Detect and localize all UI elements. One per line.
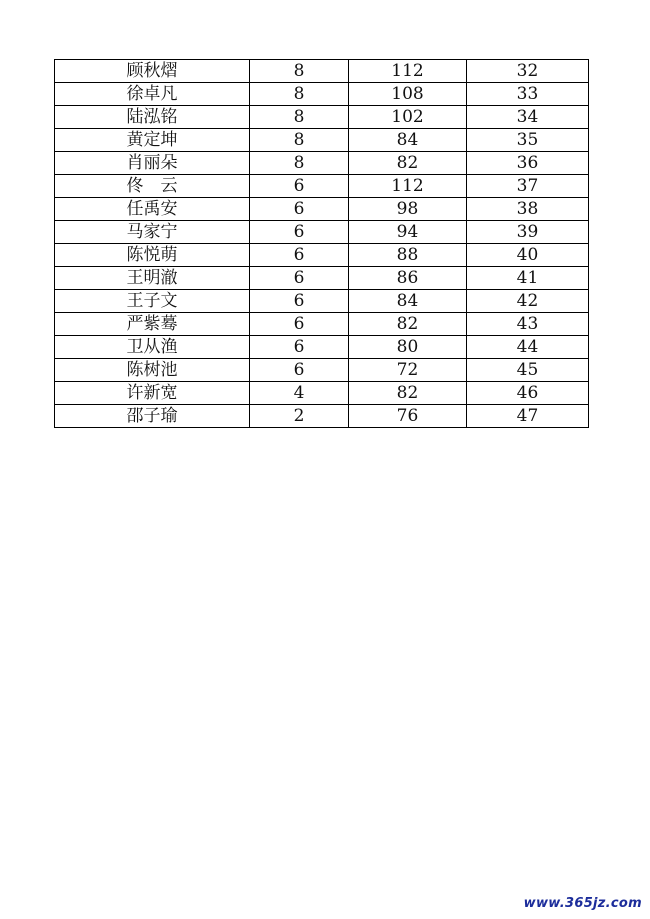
score-cell: 6	[250, 198, 349, 221]
score-cell: 6	[250, 244, 349, 267]
player-name-cell: 佟 云	[55, 175, 250, 198]
rank-cell: 47	[467, 405, 589, 428]
score-cell: 6	[250, 359, 349, 382]
score-cell: 6	[250, 175, 349, 198]
rank-cell: 46	[467, 382, 589, 405]
table-row	[55, 198, 589, 221]
points-cell: 72	[349, 359, 467, 382]
points-cell: 84	[349, 290, 467, 313]
points-cell: 112	[349, 175, 467, 198]
table-row	[55, 83, 589, 106]
table-row	[55, 290, 589, 313]
results-table	[54, 59, 589, 428]
table-row	[55, 382, 589, 405]
points-cell: 76	[349, 405, 467, 428]
table-row	[55, 106, 589, 129]
score-cell: 8	[250, 106, 349, 129]
points-cell: 112	[349, 60, 467, 83]
rank-cell: 32	[467, 60, 589, 83]
rank-cell: 38	[467, 198, 589, 221]
rank-cell: 40	[467, 244, 589, 267]
player-name-cell: 陈悦萌	[55, 244, 250, 267]
points-cell: 102	[349, 106, 467, 129]
score-cell: 6	[250, 313, 349, 336]
rank-cell: 37	[467, 175, 589, 198]
table-row	[55, 359, 589, 382]
player-name-cell: 顾秋熠	[55, 60, 250, 83]
player-name-cell: 徐卓凡	[55, 83, 250, 106]
site-watermark: www.365jz.com	[523, 896, 642, 911]
table-row	[55, 336, 589, 359]
rank-cell: 39	[467, 221, 589, 244]
player-name-cell: 任禹安	[55, 198, 250, 221]
player-name-cell: 陆泓铭	[55, 106, 250, 129]
rank-cell: 35	[467, 129, 589, 152]
table-row	[55, 175, 589, 198]
rank-cell: 34	[467, 106, 589, 129]
points-cell: 94	[349, 221, 467, 244]
table-row	[55, 60, 589, 83]
table-row	[55, 152, 589, 175]
table-row	[55, 244, 589, 267]
points-cell: 82	[349, 313, 467, 336]
points-cell: 82	[349, 382, 467, 405]
rank-cell: 41	[467, 267, 589, 290]
score-cell: 2	[250, 405, 349, 428]
table-row	[55, 405, 589, 428]
score-cell: 8	[250, 60, 349, 83]
score-cell: 6	[250, 221, 349, 244]
player-name-cell: 肖丽朵	[55, 152, 250, 175]
player-name-cell: 卫从渔	[55, 336, 250, 359]
table-row	[55, 313, 589, 336]
table-row	[55, 267, 589, 290]
player-name-cell: 黄定坤	[55, 129, 250, 152]
table-row	[55, 221, 589, 244]
rank-cell: 43	[467, 313, 589, 336]
score-cell: 8	[250, 152, 349, 175]
player-name-cell: 王明澈	[55, 267, 250, 290]
score-cell: 6	[250, 336, 349, 359]
table-row	[55, 129, 589, 152]
player-name-cell: 邵子瑜	[55, 405, 250, 428]
points-cell: 108	[349, 83, 467, 106]
points-cell: 80	[349, 336, 467, 359]
player-name-cell: 马家宁	[55, 221, 250, 244]
points-cell: 88	[349, 244, 467, 267]
rank-cell: 44	[467, 336, 589, 359]
rank-cell: 42	[467, 290, 589, 313]
score-cell: 4	[250, 382, 349, 405]
points-cell: 86	[349, 267, 467, 290]
score-cell: 8	[250, 129, 349, 152]
rank-cell: 36	[467, 152, 589, 175]
score-cell: 6	[250, 267, 349, 290]
points-cell: 82	[349, 152, 467, 175]
points-cell: 84	[349, 129, 467, 152]
player-name-cell: 陈树池	[55, 359, 250, 382]
player-name-cell: 许新宽	[55, 382, 250, 405]
player-name-cell: 王子文	[55, 290, 250, 313]
rank-cell: 33	[467, 83, 589, 106]
points-cell: 98	[349, 198, 467, 221]
score-cell: 6	[250, 290, 349, 313]
rank-cell: 45	[467, 359, 589, 382]
results-table-body	[55, 60, 589, 428]
player-name-cell: 严紫蓦	[55, 313, 250, 336]
score-cell: 8	[250, 83, 349, 106]
